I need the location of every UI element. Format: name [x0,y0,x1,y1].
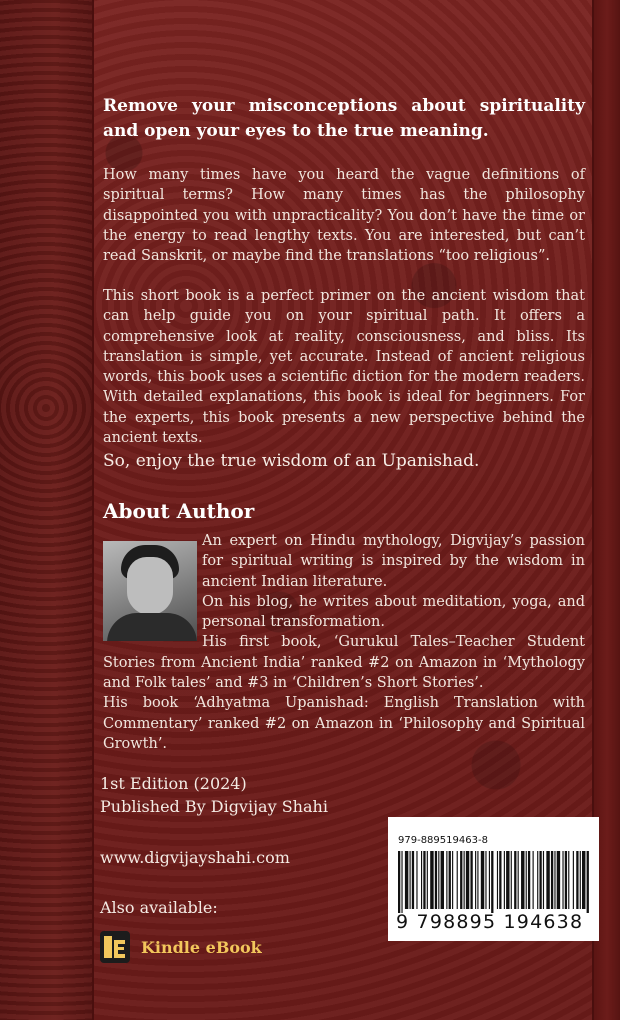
barcode-bar [551,851,553,909]
barcode-bar [518,851,519,909]
website-link[interactable]: www.digvijayshahi.com [100,848,290,867]
barcode-bar [580,851,581,909]
barcode-bar [554,851,555,909]
barcode-bar [401,851,402,913]
barcode-bar [511,851,512,909]
barcode-bar [528,851,530,909]
barcode-bar [582,851,585,909]
barcode-bar [452,851,453,909]
barcode-bar [543,851,544,909]
barcode-bar [562,851,563,909]
barcode-bar [485,851,486,909]
photo-spacer [103,531,202,635]
barcode-bar [460,851,462,909]
tagline: So, enjoy the true wisdom of an Upanishad. [103,451,480,471]
barcode-bar [587,851,589,913]
barcode-bar [441,851,444,909]
barcode-bar [423,851,425,909]
barcode-bar [514,851,516,909]
kindle-icon [99,930,131,964]
author-bio [103,531,585,754]
barcode-bar [546,851,549,909]
barcode-bar [497,851,498,909]
barcode-bar [557,851,560,909]
edition-text: 1st Edition (2024) [100,774,247,793]
barcode-bar [466,851,469,909]
author-bio-line-4: His book ‘Adhyatma Upanishad: English Translation with Commentary’ ranked #2 on Amazon in ‘Philosophy and Spiritual Growth’. [103,695,585,752]
left-spine-border [0,0,94,1020]
barcode-bars [398,851,590,913]
barcode-bar [539,851,541,909]
barcode-bar [438,851,439,909]
description-paragraph-1: How many times have you heard the vague definitions of spiritual terms? How many times has the philosophy disappointed you with unpracticality? You don’t have the time or the energy to read lengthy texts. You are interested, but can’t read Sanskrit, or maybe find the translations “too religious”. [103,167,585,265]
also-available-label: Also available: [100,898,218,917]
about-author-heading: About Author [103,499,255,523]
barcode-bar [475,851,476,909]
barcode-bar [470,851,472,909]
isbn-barcode [388,817,599,941]
author-bio-line-3: His first book, ‘Gurukul Tales–Teacher Student Stories from Ancient India’ ranked #2 on Amazon in ‘Mythology and Folk tales’ and #3 in ‘Children’s Short Stories’. [103,634,585,692]
kindle-label: Kindle eBook [141,937,262,957]
barcode-bar [477,851,478,909]
edition-block [100,772,328,818]
barcode-bar [568,851,569,909]
barcode-bar [446,851,447,909]
headline: Remove your misconceptions about spirituality and open your eyes to the true meaning. [103,96,585,141]
publisher-text: Published By Digvijay Shahi [100,797,328,816]
barcode-bar [573,851,574,909]
barcode-bar [405,851,408,909]
author-bio-line-2: On his blog, he writes about meditation, yoga, and personal transformation. [202,593,585,631]
barcode-bar [526,851,527,909]
author-bio-line-1: An expert on Hindu mythology, Digvijay’s passion for spiritual writing is inspired by the wisdom in ancient Indian literature. [202,533,585,590]
barcode-bar [537,851,538,909]
barcode-bar [481,851,484,909]
barcode-bar [412,851,414,909]
barcode-digits: 9 798895 194638 [396,911,584,933]
barcode-bar [416,851,417,909]
barcode-bar [410,851,411,909]
barcode-bar [427,851,428,909]
barcode-bar [430,851,433,909]
barcode-bar [576,851,578,909]
barcode-bar [565,851,567,909]
barcode-bar [457,851,458,909]
barcode-bar [464,851,465,909]
barcode-bar [491,851,493,913]
barcode-bar [506,851,509,909]
kindle-ebook-link[interactable] [99,929,262,965]
barcode-bar [499,851,501,909]
barcode-bar [398,851,400,913]
description-paragraph-2: This short book is a perfect primer on the ancient wisdom that can help guide you on your spiritual path. It offers a comprehensive look at reality, consciousness, and bliss. Its translation is simple, yet accurate. Instead of ancient religious words, this book uses a scientific diction for the modern readers. With detailed explanations, this book is ideal for beginners. For the experts, this book presents a new perspective behind the ancient texts. [103,288,585,447]
barcode-bar [489,851,490,909]
barcode-bar [435,851,437,909]
barcode-bar [521,851,524,909]
barcode-bar [504,851,505,909]
barcode-bar [421,851,422,909]
isbn-number: 979-889519463-8 [398,835,488,846]
barcode-bar [533,851,534,909]
barcode-bar [449,851,451,909]
